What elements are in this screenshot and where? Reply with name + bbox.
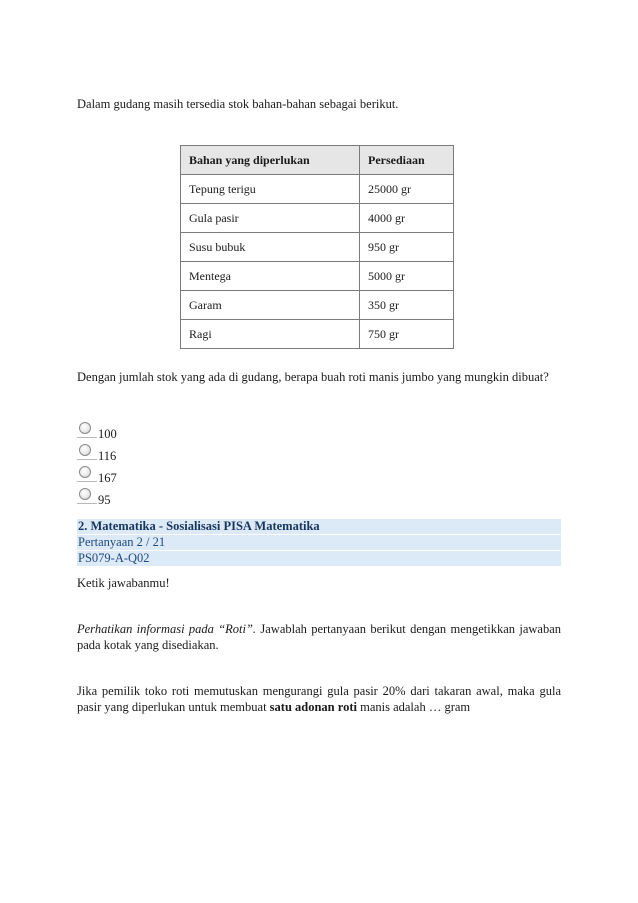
option-label: 116 <box>98 449 117 463</box>
header-stock: Persediaan <box>360 146 454 175</box>
table-row <box>181 204 454 233</box>
radio-button-icon[interactable] <box>79 422 91 434</box>
ingredient-cell: Tepung terigu <box>181 175 360 204</box>
option-underline <box>77 459 97 460</box>
question-paragraph <box>77 683 561 715</box>
question-text: Dengan jumlah stok yang ada di gudang, berapa buah roti manis jumbo yang mungkin dibuat? <box>77 370 549 384</box>
question-header <box>77 519 561 566</box>
stock-cell: 750 gr <box>360 320 454 349</box>
option-label: 100 <box>98 427 117 441</box>
table-row <box>181 175 454 204</box>
info-paragraph <box>77 621 561 653</box>
option-underline <box>77 481 97 482</box>
stock-table <box>180 145 454 349</box>
ingredient-cell: Garam <box>181 291 360 320</box>
table-row <box>181 320 454 349</box>
info-rest-text: Jawablah pertanyaan berikut dengan mengetikkan jawaban pada kotak yang disediakan. <box>77 622 562 652</box>
table-row <box>181 233 454 262</box>
option-167[interactable] <box>77 466 277 488</box>
info-italic-text: Perhatikan informasi pada “Roti”. <box>77 622 257 636</box>
question-code: PS079-A-Q02 <box>78 551 150 565</box>
option-116[interactable] <box>77 444 277 466</box>
question-bold-part: satu adonan roti <box>269 700 357 714</box>
stock-cell: 4000 gr <box>360 204 454 233</box>
ingredient-cell: Mentega <box>181 262 360 291</box>
instruction-text: Ketik jawabanmu! <box>77 576 170 590</box>
question-title: 2. Matematika - Sosialisasi PISA Matematika <box>78 519 320 533</box>
header-ingredient: Bahan yang diperlukan <box>181 146 360 175</box>
radio-button-icon[interactable] <box>79 444 91 456</box>
stock-cell: 5000 gr <box>360 262 454 291</box>
option-underline <box>77 437 97 438</box>
question-part2: manis adalah … gram <box>356 700 471 714</box>
stock-cell: 350 gr <box>360 291 454 320</box>
table-row <box>181 291 454 320</box>
intro-text: Dalam gudang masih tersedia stok bahan-bahan sebagai berikut. <box>77 97 399 111</box>
table-row <box>181 262 454 291</box>
question-counter: Pertanyaan 2 / 21 <box>78 535 166 549</box>
option-100[interactable] <box>77 422 277 444</box>
ingredient-cell: Susu bubuk <box>181 233 360 262</box>
question-part1: Jika pemilik toko roti memutuskan mengurangi gula pasir 20% dari takaran awal, maka gula pasir yang diperlukan untuk membuat <box>77 684 561 714</box>
stock-cell: 950 gr <box>360 233 454 262</box>
option-label: 167 <box>98 471 117 485</box>
table-header-row <box>181 146 454 175</box>
ingredient-cell: Gula pasir <box>181 204 360 233</box>
stock-cell: 25000 gr <box>360 175 454 204</box>
option-label: 95 <box>98 493 111 507</box>
ingredient-cell: Ragi <box>181 320 360 349</box>
radio-button-icon[interactable] <box>79 488 91 500</box>
radio-button-icon[interactable] <box>79 466 91 478</box>
answer-options <box>77 422 277 510</box>
option-95[interactable] <box>77 488 277 510</box>
option-underline <box>77 503 97 504</box>
